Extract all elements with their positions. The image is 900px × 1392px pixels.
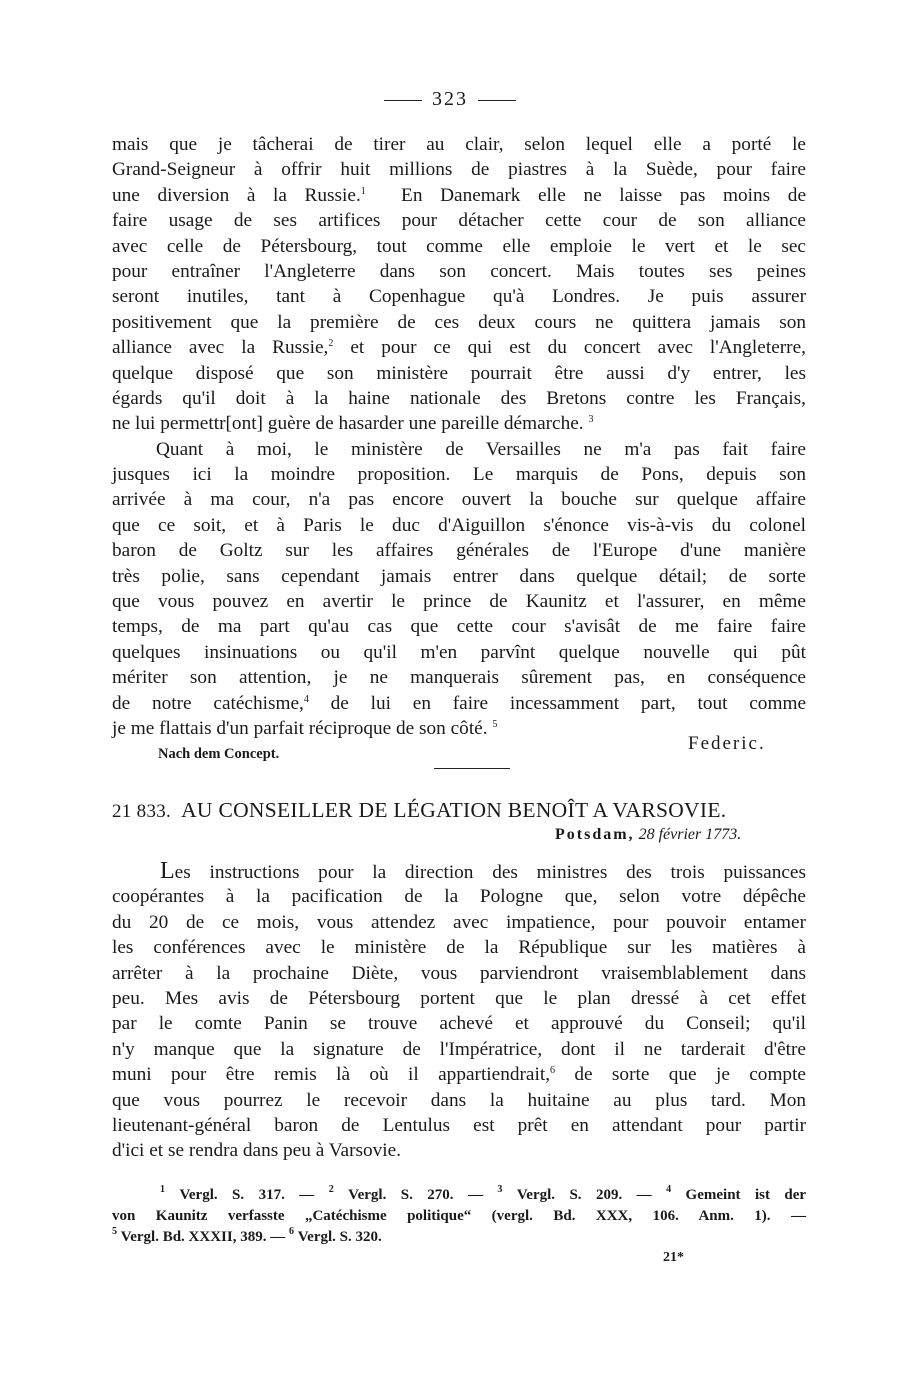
section-divider [434, 768, 510, 769]
text-line: je me flattais d'un parfait réciproque de son côté. $^5$ [112, 717, 498, 739]
text-line: une diversion à la Russie.$^1$ En Danemark elle ne laisse pas moins de [112, 184, 806, 206]
footnote-mark: 5 [492, 718, 498, 730]
text-line: que ce soit, et à Paris le duc d'Aiguillon s'énonce vis-à-vis du colonel [112, 514, 806, 536]
footnotes [112, 1185, 806, 1248]
footnote-mark: 3 [588, 414, 594, 426]
text-line: quelques insinuations ou qu'il m'en parvînt quelque nouvelle qui pût [112, 641, 806, 663]
text-line: les conférences avec le ministère de la République sur les matières à [112, 937, 806, 959]
text-line: ne lui permettr[ont] guère de hasarder une pareille démarche. $^3$ [112, 413, 594, 435]
text-line: mais que je tâcherai de tirer au clair, selon lequel elle a porté le [112, 134, 806, 155]
body-text [112, 132, 806, 741]
dateline-date: 28 février 1773. [638, 826, 742, 843]
text-line: lieutenant-général baron de Lentulus est prêt en attendant pour partir [112, 1114, 806, 1136]
footnote-line: von Kaunitz verfasste „Catéchisme politique“ (vergl. Bd. XXX, 106. Anm. 1). — [112, 1208, 806, 1224]
text-line: positivement que la première de ces deux cours ne quittera jamais son [112, 311, 806, 333]
initial-capital: L [160, 858, 175, 884]
text-line: très polie, sans cependant jamais entrer dans quelque détail; de sorte [112, 565, 806, 587]
text-line: baron de Goltz sur les affaires générales de l'Europe d'une manière [112, 540, 806, 562]
source-note: Nach dem Concept. [158, 746, 280, 762]
page-number-dash-right [478, 100, 516, 101]
text-line: Les instructions pour la direction des ministres des trois puissances [160, 858, 806, 884]
text-line: Quant à moi, le ministère de Versailles ne m'a pas fait faire [156, 438, 806, 460]
footnote-mark: 2 [328, 338, 334, 350]
letter-title: AU CONSEILLER DE LÉGATION BENOÎT A VARSOVIE. [181, 798, 727, 822]
footnote-line: $^1$ Vergl. S. 317. — $^2$ Vergl. S. 270. — $^3$ Vergl. S. 209. — $^4$ Gemeint ist der [160, 1184, 807, 1203]
text-line: alliance avec la Russie,$^2$ et pour ce qui est du concert avec l'Angleterre, [112, 337, 806, 359]
footnote-mark: 4 [303, 693, 309, 705]
text-line: avec celle de Pétersbourg, tout comme elle emploie le vert et le sec [112, 235, 806, 257]
sheet-signature-mark: 21* [663, 1250, 684, 1265]
text-line: Grand-Seigneur à offrir huit millions de piastres à la Suède, pour faire [112, 159, 806, 181]
page-number [0, 88, 900, 111]
letter-body [112, 859, 806, 1164]
signature: Federic. [688, 733, 766, 754]
footnote-mark: 6 [550, 1065, 556, 1077]
page-number-text: 323 [432, 88, 468, 110]
text-line: jusques ici la moindre proposition. Le marquis de Pons, depuis son [112, 464, 806, 486]
text-line: que vous pourrez le recevoir dans la huitaine au plus tard. Mon [112, 1089, 806, 1111]
footnote-line: $^5$ Vergl. Bd. XXXII, 389. — $^6$ Vergl. S. 320. [112, 1226, 382, 1245]
text-line: quelque disposé que son ministère pourrait être aussi d'y entrer, les [112, 362, 806, 384]
text-line: temps, de ma part qu'au cas que cette cour s'avisât de me faire faire [112, 616, 806, 638]
dateline-place: Potsdam, [555, 826, 635, 843]
dateline [555, 826, 741, 844]
footnote-mark: 1 [360, 185, 366, 197]
text-line: mériter son attention, je ne manquerais sûrement pas, en conséquence [112, 667, 806, 689]
letter-heading [112, 798, 812, 823]
text-line: n'y manque que la signature de l'Impératrice, dont il ne tarderait d'être [112, 1038, 806, 1060]
text-line: que vous pouvez en avertir le prince de Kaunitz et l'assurer, en même [112, 591, 806, 613]
text-line: égards qu'il doit à la haine nationale des Bretons contre les Français, [112, 387, 806, 409]
text-line: coopérantes à la pacification de la Pologne que, selon votre dépêche [112, 886, 806, 908]
letter-number: 21 833. [112, 801, 172, 822]
text-line: arrêter à la prochaine Diète, vous parviendront vraisemblablement dans [112, 962, 806, 984]
text-line: faire usage de ses artifices pour détacher cette cour de son alliance [112, 210, 806, 232]
text-line: du 20 de ce mois, vous attendez avec impatience, pour pouvoir entamer [112, 911, 806, 933]
text-line: seront inutiles, tant à Copenhague qu'à Londres. Je puis assurer [112, 286, 806, 308]
text-line: pour entraîner l'Angleterre dans son concert. Mais toutes ses peines [112, 260, 806, 282]
text-line: peu. Mes avis de Pétersbourg portent que le plan dressé à cet effet [112, 987, 806, 1009]
text-line: d'ici et se rendra dans peu à Varsovie. [112, 1140, 402, 1162]
page-number-dash-left [384, 100, 422, 101]
text-line: arrivée à ma cour, n'a pas encore ouvert la bouche sur quelque affaire [112, 489, 806, 511]
text-line: de notre catéchisme,$^4$ de lui en faire incessamment part, tout comme [112, 692, 806, 714]
text-line: muni pour être remis là où il appartiendrait,$^6$ de sorte que je compte [112, 1064, 806, 1086]
text-line: par le comte Panin se trouve achevé et approuvé du Conseil; qu'il [112, 1013, 806, 1035]
